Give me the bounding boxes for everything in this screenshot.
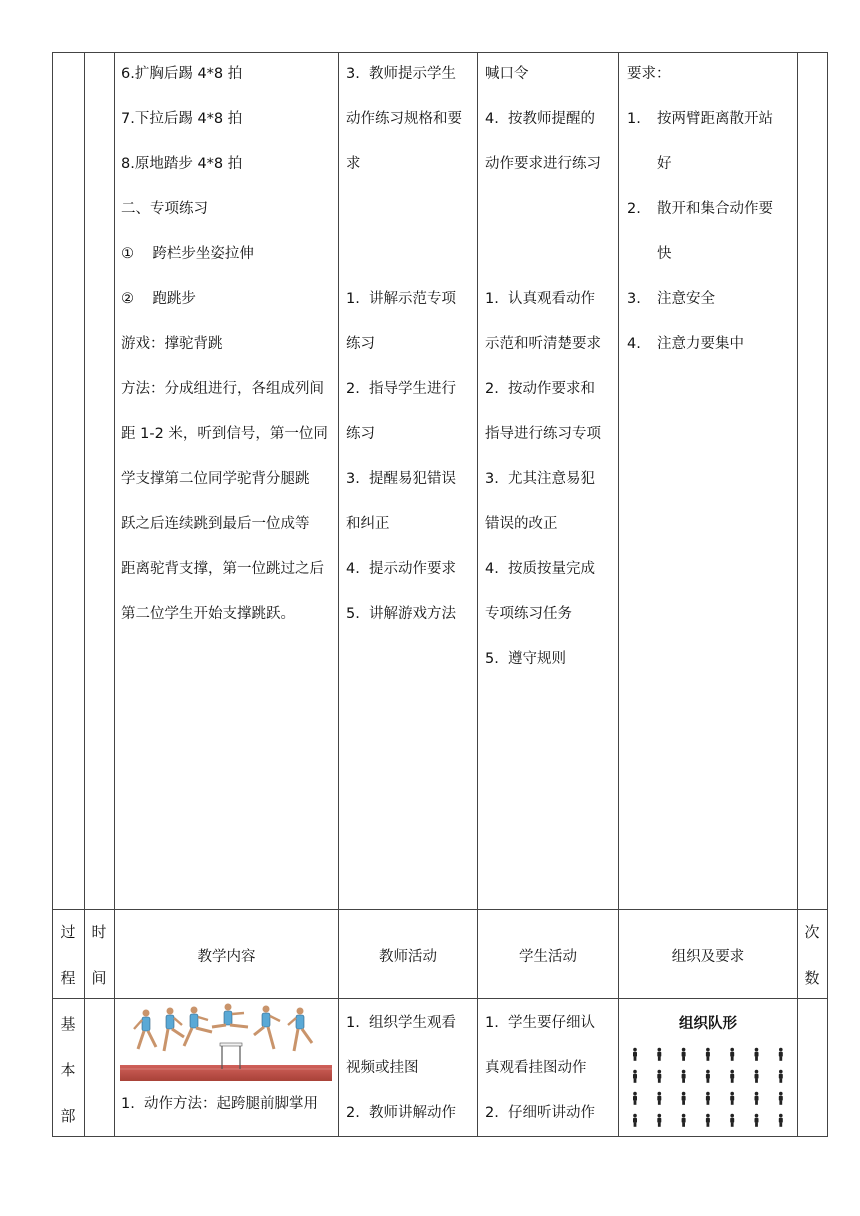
teacher-line: 2. 指导学生进行 [346, 381, 457, 397]
person-icon [657, 1048, 661, 1061]
org-title: 要求： [627, 66, 671, 82]
student-line: 4. 按质按量完成 [485, 561, 596, 577]
student-line: 4. 按教师提醒的 [485, 111, 596, 127]
person-icon [779, 1048, 783, 1061]
teacher-line: 视频或挂图 [346, 1060, 419, 1076]
table-border-right [827, 52, 828, 1137]
student-line: 2. 仔细听讲动作 [485, 1105, 596, 1121]
teacher-activity-cell [346, 277, 456, 637]
person-icon [706, 1114, 710, 1127]
person-icon [657, 1092, 661, 1105]
teacher-line: 1. 组织学生观看 [346, 1015, 457, 1031]
requirement-number: 4. [627, 336, 641, 352]
requirement-line: 好 [657, 156, 672, 172]
header-org: 组织及要求 [671, 949, 745, 965]
header-process-char: 过 [60, 923, 76, 941]
formation-title: 组织队形 [679, 1016, 737, 1032]
header-count [798, 909, 826, 1001]
table-col-line [338, 52, 339, 1137]
requirement-number: 1. [627, 111, 641, 127]
requirement-line: 注意力要集中 [657, 336, 744, 352]
person-icon [682, 1048, 686, 1061]
requirement-number: 3. [627, 291, 641, 307]
header-count-char: 数 [804, 969, 820, 987]
header-time-char: 间 [91, 969, 107, 987]
teaching-content-cell [121, 52, 328, 637]
teacher-line: 和纠正 [346, 516, 390, 532]
requirement-line: 按两臂距离散开站 [657, 111, 773, 127]
requirement-line: 快 [657, 246, 672, 262]
person-icon [633, 1070, 637, 1083]
hurdle-illustration [120, 1003, 332, 1083]
person-icon [682, 1114, 686, 1127]
header-process [54, 909, 82, 1001]
person-icon [706, 1070, 710, 1083]
teacher-line: 求 [346, 156, 361, 172]
content-line: 二、专项练习 [121, 201, 208, 217]
person-icon [682, 1092, 686, 1105]
formation-diagram [626, 1044, 792, 1134]
content-line: 8.原地踏步 4*8 拍 [121, 156, 243, 172]
header-count-char: 次 [804, 923, 820, 941]
teacher-activity-cell [346, 52, 462, 187]
header-content: 教学内容 [197, 949, 256, 965]
person-icon [755, 1092, 759, 1105]
table-border-bottom [52, 1136, 828, 1137]
track-strip [120, 1065, 332, 1081]
teacher-line: 4. 提示动作要求 [346, 561, 457, 577]
organization-cell [627, 52, 773, 367]
content-line: 6.扩胸后踢 4*8 拍 [121, 66, 243, 82]
requirement-item [627, 277, 773, 322]
person-icon [779, 1092, 783, 1105]
student-line: 1. 认真观看动作 [485, 291, 596, 307]
person-icon [730, 1048, 734, 1061]
content-line: 第二位学生开始支撑跳跃。 [121, 606, 295, 622]
teacher-line: 1. 讲解示范专项 [346, 291, 457, 307]
person-icon [755, 1070, 759, 1083]
person-icon [730, 1070, 734, 1083]
content-line: 方法：分成组进行，各组成列间 [121, 381, 324, 397]
person-icon [755, 1114, 759, 1127]
requirement-line: 注意安全 [657, 291, 715, 307]
requirement-item [627, 322, 773, 367]
requirement-item [627, 97, 773, 187]
requirement-line: 散开和集合动作要 [657, 201, 773, 217]
content-line: 游戏：撑驼背跳 [121, 336, 223, 352]
teacher-line: 3. 教师提示学生 [346, 66, 457, 82]
student-activity-cell [485, 277, 601, 682]
student-line: 动作要求进行练习 [485, 156, 601, 172]
teacher-line: 3. 提醒易犯错误 [346, 471, 457, 487]
person-icon [657, 1070, 661, 1083]
student-line: 指导进行练习专项 [485, 426, 601, 442]
content-line: ① 跨栏步坐姿拉伸 [121, 246, 254, 262]
lower-process-char: 本 [60, 1061, 76, 1079]
person-icon [755, 1048, 759, 1061]
teacher-line: 练习 [346, 426, 375, 442]
header-time-char: 时 [91, 923, 107, 941]
header-teacher: 教师活动 [379, 949, 437, 965]
content-line: 1. 动作方法：起跨腿前脚掌用 [121, 1096, 319, 1112]
person-icon [730, 1114, 734, 1127]
student-line: 真观看挂图动作 [485, 1060, 587, 1076]
requirement-number: 2. [627, 201, 641, 217]
student-line: 喊口令 [485, 66, 529, 82]
person-icon [706, 1092, 710, 1105]
person-icon [682, 1070, 686, 1083]
table-border-left [52, 52, 53, 1137]
lower-student-cell [485, 1001, 595, 1136]
person-icon [657, 1114, 661, 1127]
content-line: 7.下拉后踢 4*8 拍 [121, 111, 243, 127]
teacher-line: 动作练习规格和要 [346, 111, 462, 127]
lower-content-cell [121, 1082, 318, 1127]
lower-process [54, 1001, 82, 1139]
student-line: 5. 遵守规则 [485, 651, 567, 667]
content-line: ② 跑跳步 [121, 291, 196, 307]
content-line: 距 1-2 米，听到信号，第一位同 [121, 426, 328, 442]
lower-process-char: 基 [60, 1015, 76, 1033]
person-icon [730, 1092, 734, 1105]
content-line: 距离驼背支撑，第一位跳过之后 [121, 561, 324, 577]
teacher-line: 练习 [346, 336, 375, 352]
student-line: 2. 按动作要求和 [485, 381, 596, 397]
student-line: 3. 尤其注意易犯 [485, 471, 596, 487]
person-icon [633, 1114, 637, 1127]
header-student: 学生活动 [519, 949, 577, 965]
requirement-item [627, 187, 773, 277]
lower-process-char: 部 [60, 1107, 76, 1125]
person-icon [706, 1048, 710, 1061]
student-activity-cell [485, 52, 601, 187]
table-col-line [114, 52, 115, 1137]
student-line: 错误的改正 [485, 516, 558, 532]
header-process-char: 程 [60, 969, 76, 987]
person-icon [633, 1048, 637, 1061]
student-line: 示范和听清楚要求 [485, 336, 601, 352]
person-icon [779, 1070, 783, 1083]
table-row-line [52, 909, 828, 910]
student-line: 专项练习任务 [485, 606, 572, 622]
person-icon [779, 1114, 783, 1127]
table-col-line [477, 52, 478, 1137]
lower-teacher-cell [346, 1001, 456, 1136]
content-line: 跃之后连续跳到最后一位成等 [121, 516, 310, 532]
student-line: 1. 学生要仔细认 [485, 1015, 596, 1031]
content-line: 学支撑第二位同学驼背分腿跳 [121, 471, 310, 487]
header-time [85, 909, 113, 1001]
teacher-line: 5. 讲解游戏方法 [346, 606, 457, 622]
table-col-line [618, 52, 619, 1137]
person-icon [633, 1092, 637, 1105]
table-row-line [52, 998, 828, 999]
teacher-line: 2. 教师讲解动作 [346, 1105, 457, 1121]
